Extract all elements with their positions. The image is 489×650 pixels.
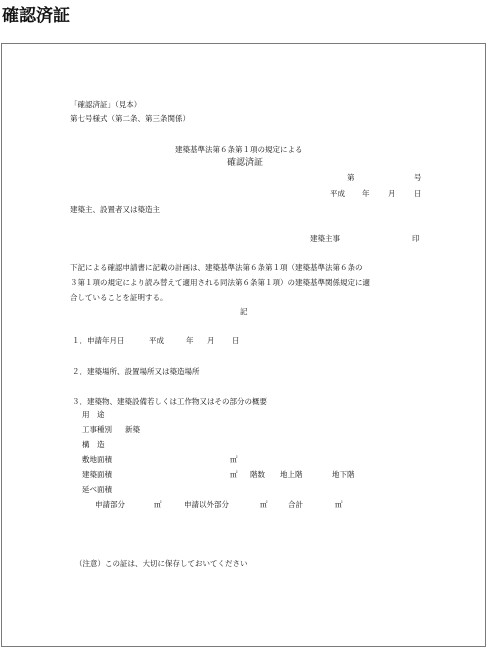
below-ground-label: 地下階 (332, 470, 355, 479)
applied-part-unit: ㎡ (154, 500, 162, 509)
applied-part-label: 申請部分 (95, 500, 125, 509)
item1-month: 月 (207, 336, 215, 345)
building-official: 建築主事 (310, 234, 340, 243)
site-area-unit: ㎡ (230, 455, 238, 464)
total-unit: ㎡ (335, 500, 343, 509)
item1-year: 年 (186, 336, 194, 345)
sample-label: 「確認済証」（見本） (70, 100, 142, 109)
site-area-label: 敷地面積 (82, 455, 112, 464)
item1-era: 平成 (149, 336, 164, 345)
body-line: 合していることを証明する。 (70, 293, 168, 302)
body-line: 下記による確認申請書に記載の計画は、建築基準法第６条第１項（建築基準法第６条の (70, 263, 363, 272)
other-part-unit: ㎡ (260, 500, 268, 509)
item1-day: 日 (232, 336, 240, 345)
item2-label: ２．建築場所、設置場所又は築造場所 (72, 367, 200, 376)
item3-label: ３．建築物、建築設備若しくは工作物又はその部分の概要 (72, 397, 267, 406)
structure-label: 構 造 (82, 440, 105, 449)
legal-basis: 建築基準法第６条第１項の規定による (175, 145, 303, 154)
number-suffix: 号 (414, 173, 422, 182)
issue-date-day: 日 (414, 189, 422, 198)
building-area-label: 建築面積 (82, 470, 112, 479)
other-part-label: 申請以外部分 (184, 500, 229, 509)
floors-label: 階数 (250, 470, 265, 479)
ki-mark: 記 (240, 307, 248, 316)
body-line: ３第１項の規定により読み替えて適用される同法第６条第１項）の建築基準関係規定に適 (70, 278, 370, 287)
seal-mark: 印 (412, 234, 420, 243)
item1-label: １．申請年月日 (72, 336, 125, 345)
use-label: 用 途 (82, 410, 105, 419)
above-ground-label: 地上階 (280, 470, 303, 479)
caution-note: （注意）この証は、大切に保存しておいてください (75, 559, 248, 568)
building-area-unit: ㎡ (230, 470, 238, 479)
total-label: 合計 (288, 500, 303, 509)
certificate-title: 確認済証 (227, 158, 264, 168)
page-title: 確認済証 (2, 6, 70, 26)
work-type-value: 新築 (125, 425, 140, 434)
certificate-sample-sheet (1, 43, 486, 647)
total-floor-area-label: 延べ面積 (82, 485, 112, 494)
addressee: 建築主、設置者又は築造主 (70, 205, 160, 214)
form-number: 第七号様式（第二条、第三条関係） (70, 114, 190, 123)
issue-date-year: 年 (362, 189, 370, 198)
issue-date-month: 月 (388, 189, 396, 198)
number-prefix: 第 (347, 173, 355, 182)
work-type-label: 工事種別 (82, 425, 112, 434)
issue-date-era: 平成 (330, 189, 345, 198)
